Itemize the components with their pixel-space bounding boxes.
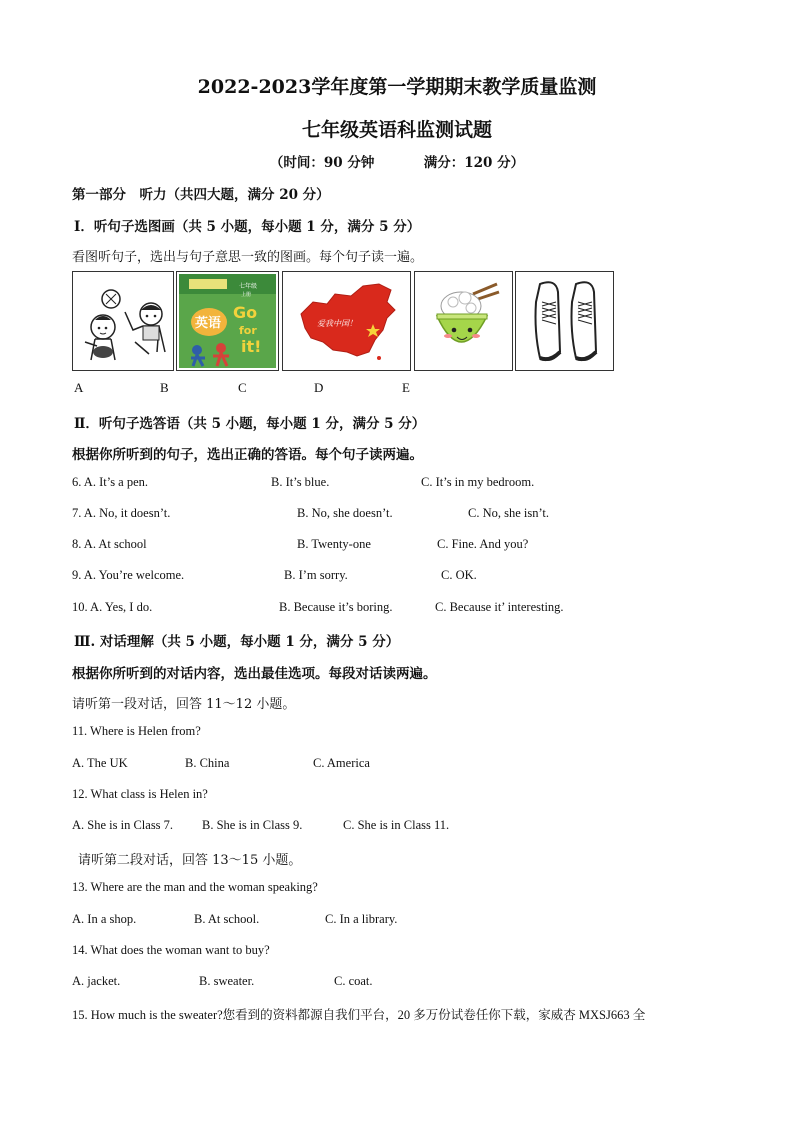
q8-option-a: 8. A. At school — [72, 537, 147, 551]
picture-letter-b: B — [160, 380, 169, 395]
exam-score: 满分：120 分） — [423, 155, 525, 171]
svg-text:上册: 上册 — [241, 292, 252, 298]
svg-text:Go: Go — [233, 303, 258, 322]
exam-subtitle: 七年级英语科监测试题 — [301, 119, 492, 141]
q8-option-b: B. Twenty-one — [297, 537, 371, 551]
q14-option-a: A. jacket. — [72, 974, 121, 988]
svg-text:七年级: 七年级 — [239, 283, 258, 290]
english-textbook-icon — [177, 272, 278, 370]
part1-title: 第一部分 听力（共四大题，满分 20 分） — [72, 187, 330, 203]
q12-stem: 12. What class is Helen in? — [72, 787, 208, 801]
china-map-icon — [283, 272, 410, 370]
dialog2-prompt: 请听第二段对话，回答 13～15 小题。 — [78, 853, 302, 868]
q11-option-c: C. America — [313, 756, 370, 770]
svg-text:it!: it! — [241, 337, 262, 356]
picture-letter-d: D — [314, 380, 324, 395]
q9-option-b: B. I’m sorry. — [284, 568, 348, 582]
section3-instruction: 根据你所听到的对话内容，选出最佳选项。每段对话读两遍。 — [72, 666, 437, 682]
svg-text:爱我中国！: 爱我中国！ — [317, 319, 357, 328]
section2-instruction: 根据你所听到的句子，选出正确的答语。每个句子读两遍。 — [72, 447, 423, 463]
q13-option-c: C. In a library. — [325, 912, 398, 926]
q11-option-b: B. China — [185, 756, 230, 770]
q8-option-c: C. Fine. And you? — [437, 537, 529, 551]
q10-option-b: B. Because it’s boring. — [279, 600, 393, 614]
q7-option-b: B. No, she doesn’t. — [297, 506, 393, 520]
q11-stem: 11. Where is Helen from? — [72, 724, 201, 738]
picture-letter-a: A — [74, 380, 84, 395]
kids-playing-soccer-icon — [73, 272, 173, 370]
section1-title: Ⅰ．听句子选图画（共 5 小题，每小题 1 分，满分 5 分） — [74, 219, 421, 235]
exam-title: 2022-2023学年度第一学期期末教学质量监测 — [197, 76, 597, 98]
q12-option-c: C. She is in Class 11. — [343, 818, 450, 832]
q15-stem: 15. How much is the sweater?您看到的资料都源自我们平台，20 多万份试卷任你下载，家威杏 MXSJ663 全 — [72, 1008, 646, 1022]
section2-title: Ⅱ．听句子选答语（共 5 小题，每小题 1 分，满分 5 分） — [74, 416, 426, 432]
exam-time-score — [0, 151, 794, 171]
q11-option-a: A. The UK — [72, 756, 128, 770]
picture-letter-c: C — [238, 380, 247, 395]
rice-bowl-icon — [415, 272, 512, 370]
picture-c — [282, 271, 411, 371]
q14-option-b: B. sweater. — [199, 974, 255, 988]
q13-option-a: A. In a shop. — [72, 912, 137, 926]
q9-option-c: C. OK. — [441, 568, 477, 582]
svg-text:英语: 英语 — [195, 316, 222, 331]
q6-option-a: 6. A. It’s a pen. — [72, 475, 149, 489]
q14-option-c: C. coat. — [334, 974, 373, 988]
svg-text:for: for — [239, 324, 257, 337]
q12-option-a: A. She is in Class 7. — [72, 818, 174, 832]
picture-e — [515, 271, 614, 371]
q14-stem: 14. What does the woman want to buy? — [72, 943, 270, 957]
dialog1-prompt: 请听第一段对话，回答 11～12 小题。 — [72, 697, 296, 712]
picture-a — [72, 271, 174, 371]
sneakers-icon — [516, 272, 613, 370]
section1-instruction: 看图听句子，选出与句子意思一致的图画。每个句子读一遍。 — [72, 250, 424, 265]
picture-letter-e: E — [402, 380, 410, 395]
q10-option-a: 10. A. Yes, I do. — [72, 600, 153, 614]
picture-b — [176, 271, 279, 371]
q13-stem: 13. Where are the man and the woman speaking? — [72, 880, 318, 894]
section3-title: Ⅲ. 对话理解（共 5 小题，每小题 1 分，满分 5 分） — [74, 634, 400, 650]
q7-option-c: C. No, she isn’t. — [468, 506, 550, 520]
q12-option-b: B. She is in Class 9. — [202, 818, 303, 832]
exam-time: （时间：90 分钟 — [269, 155, 375, 171]
q6-option-b: B. It’s blue. — [271, 475, 330, 489]
q6-option-c: C. It’s in my bedroom. — [421, 475, 535, 489]
q13-option-b: B. At school. — [194, 912, 260, 926]
q10-option-c: C. Because it’ interesting. — [435, 600, 564, 614]
q9-option-a: 9. A. You’re welcome. — [72, 568, 185, 582]
q7-option-a: 7. A. No, it doesn’t. — [72, 506, 171, 520]
picture-d — [414, 271, 513, 371]
